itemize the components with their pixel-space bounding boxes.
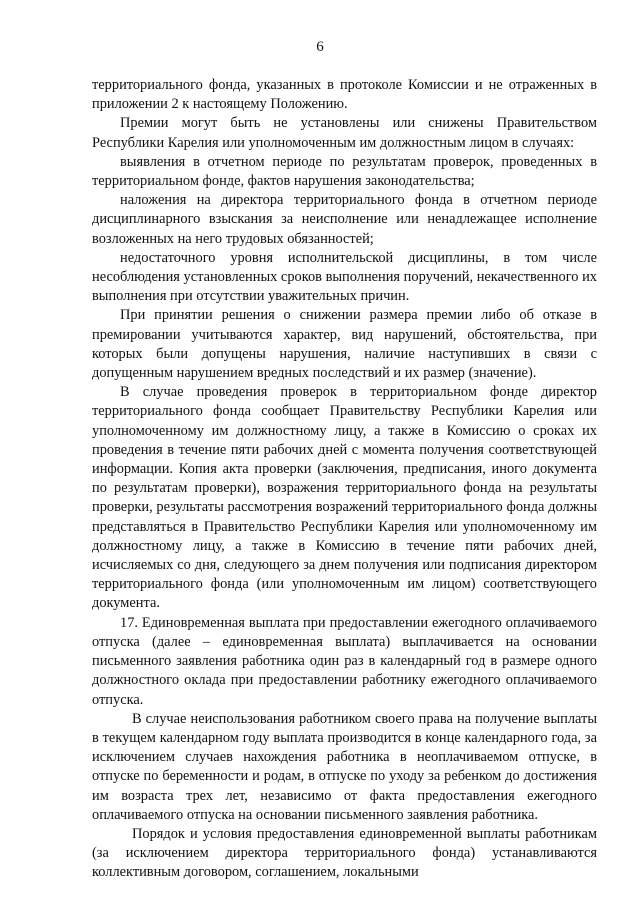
document-body bbox=[92, 76, 597, 883]
paragraph-case-disciplinary: наложения на директора территориального фонда в отчетном периоде дисциплинарного взыскания за неисполнение или ненадлежащее исполнение возложенных на него трудовых обязанностей; bbox=[92, 192, 597, 247]
paragraph-procedure: Порядок и условия предоставления единовременной выплаты работникам (за исключением директора территориального фонда) устанавливаются коллективным договором, соглашением, локальными bbox=[92, 825, 597, 881]
paragraph-bonus-reduction: Премии могут быть не установлены или снижены Правительством Республики Карелия или уполномоченным им должностным лицом в случаях: bbox=[92, 115, 597, 151]
paragraph-17-one-time-payment: 17. Единовременная выплата при предоставлении ежегодного оплачиваемого отпуска (далее – единовременная выплата) выплачивается на основании письменного заявления работника один раз в календарный год в размере одного должностного оклада при предоставлении работнику ежегодного оплачиваемого отпуска. bbox=[92, 614, 597, 708]
paragraph-continuation: территориального фонда, указанных в протоколе Комиссии и не отраженных в приложении 2 к настоящему Положению. bbox=[92, 77, 597, 113]
paragraph-case-discipline-level: недостаточного уровня исполнительской дисциплины, в том числе несоблюдения установленных сроков выполнения поручений, некачественного их выполнения при отсутствии уважительных причин. bbox=[92, 249, 597, 305]
paragraph-inspections: В случае проведения проверок в территориальном фонде директор территориального фонда сообщает Правительству Республики Карелия или уполномоченному им должностному лицу, а также в Комиссию о сроках их проведения в течение пяти рабочих дней с момента получения соответствующей информации. Копия акта проверки (заключения, предписания, иного документа по результатам проверки), возражения территориального фонда на результаты проверки, результаты рассмотрения возражений территориального фонда должны представляться в Правительство Республики Карелия или уполномоченному им должностному лицу, а также в Комиссию в течение пяти рабочих дней, исчисляемых со дня, следующего за днем получения или подписания директором территориального фонда (или уполномоченным им лицом) соответствующего документа. bbox=[92, 384, 597, 612]
paragraph-case-violations: выявления в отчетном периоде по результатам проверок, проведенных в территориальном фонде, фактов нарушения законодательства; bbox=[92, 153, 597, 190]
paragraph-unused-right: В случае неиспользования работником своего права на получение выплаты в текущем календарном году выплата производится в конце календарного года, за исключением случаев нахождения работника в неоплачиваемом отпуске, в отпуске по беременности и родам, в отпуске по уходу за ребенком до достижения им возраста трех лет, независимо от факта предоставления ежегодного оплачиваемого отпуска на основании письменного заявления работника. bbox=[92, 710, 597, 823]
paragraph-decision-factors: При принятии решения о снижении размера премии либо об отказе в премировании учитываются характер, вид нарушений, обстоятельства, при которых были допущены нарушения, наличие наступивших в связи с допущенным нарушением вредных последствий и их размер (значение). bbox=[92, 307, 597, 382]
page-number: 6 bbox=[316, 39, 324, 55]
